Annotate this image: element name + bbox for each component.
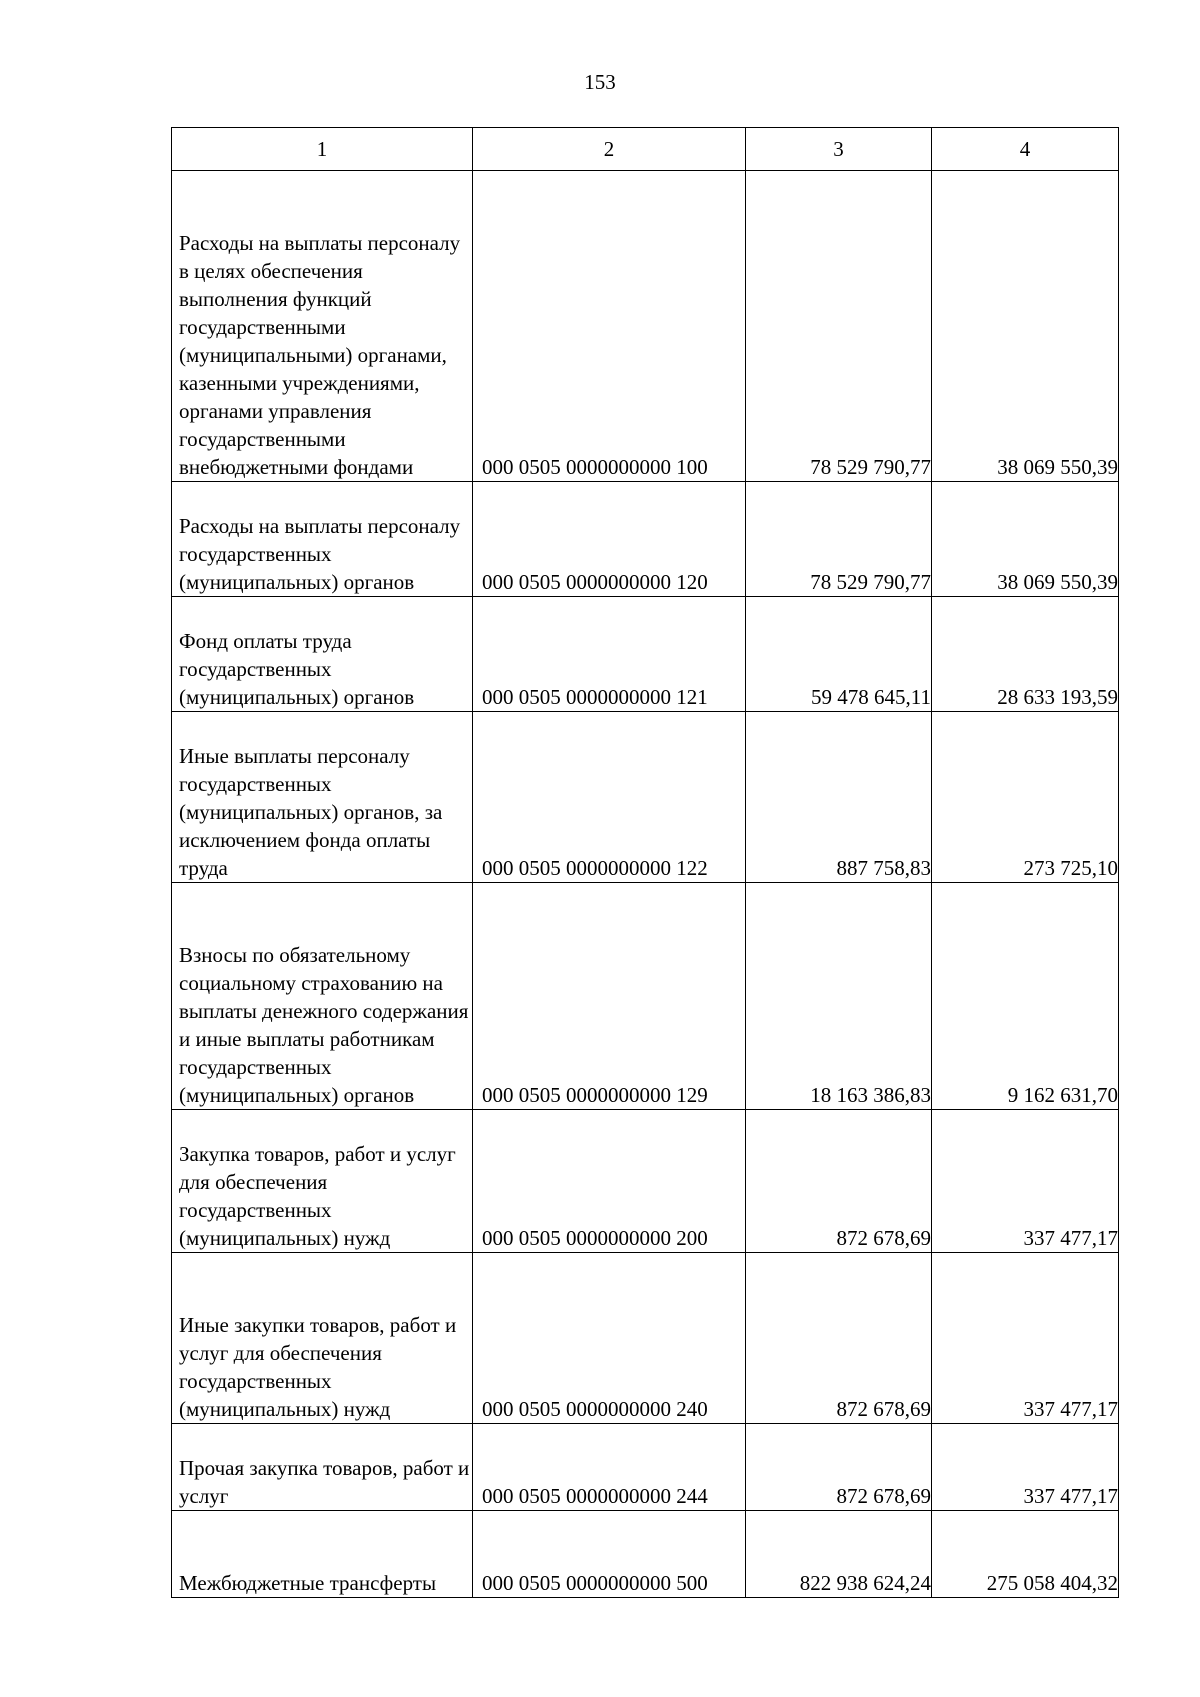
row-value-col4: 273 725,10 (932, 712, 1119, 883)
row-value-col3: 872 678,69 (746, 1110, 932, 1253)
row-name-cell (172, 482, 473, 597)
row-name: Прочая закупка товаров, работ и услуг (179, 1456, 470, 1508)
column-header-4: 4 (932, 128, 1119, 171)
row-name-cell (172, 1110, 473, 1253)
row-code: 000 0505 0000000000 240 (473, 1253, 746, 1424)
row-name-cell (172, 1253, 473, 1424)
row-value-col3: 872 678,69 (746, 1424, 932, 1511)
row-code: 000 0505 0000000000 120 (473, 482, 746, 597)
row-name-cell (172, 883, 473, 1110)
row-name-cell (172, 1424, 473, 1511)
page-number: 153 (584, 70, 616, 94)
table-row (172, 1511, 1119, 1598)
row-code: 000 0505 0000000000 129 (473, 883, 746, 1110)
row-code: 000 0505 0000000000 121 (473, 597, 746, 712)
table-header-row (172, 128, 1119, 171)
row-code: 000 0505 0000000000 100 (473, 171, 746, 482)
row-name-cell (172, 712, 473, 883)
row-name: Взносы по обязательному социальному страхованию на выплаты денежного содержания и иные выплаты работникам государственных (муниципальных) органов (179, 943, 469, 1107)
row-value-col4: 337 477,17 (932, 1424, 1119, 1511)
row-name-cell (172, 171, 473, 482)
row-value-col4: 38 069 550,39 (932, 171, 1119, 482)
row-code: 000 0505 0000000000 244 (473, 1424, 746, 1511)
row-name-cell (172, 597, 473, 712)
table-row (172, 883, 1119, 1110)
row-name: Расходы на выплаты персоналу в целях обеспечения выполнения функций государственными (муниципальными) органами, казенными учреждениями, органами управления государственными внебюджетными фондами (179, 231, 461, 479)
table-row (172, 482, 1119, 597)
row-code: 000 0505 0000000000 122 (473, 712, 746, 883)
row-name: Иные закупки товаров, работ и услуг для обеспечения государственных (муниципальных) нужд (179, 1313, 457, 1421)
table-row (172, 171, 1119, 482)
expenditure-table (171, 127, 1119, 1598)
table-row (172, 597, 1119, 712)
row-value-col3: 18 163 386,83 (746, 883, 932, 1110)
row-value-col4: 337 477,17 (932, 1253, 1119, 1424)
row-name: Межбюджетные трансферты (179, 1571, 437, 1595)
row-value-col3: 887 758,83 (746, 712, 932, 883)
row-value-col3: 78 529 790,77 (746, 171, 932, 482)
row-value-col4: 28 633 193,59 (932, 597, 1119, 712)
row-value-col3: 822 938 624,24 (746, 1511, 932, 1598)
table-row (172, 712, 1119, 883)
row-value-col3: 78 529 790,77 (746, 482, 932, 597)
row-value-col4: 9 162 631,70 (932, 883, 1119, 1110)
row-value-col4: 38 069 550,39 (932, 482, 1119, 597)
row-name: Фонд оплаты труда государственных (муниципальных) органов (179, 629, 415, 709)
row-name: Закупка товаров, работ и услуг для обеспечения государственных (муниципальных) нужд (179, 1142, 456, 1250)
row-value-col3: 59 478 645,11 (746, 597, 932, 712)
column-header-2: 2 (473, 128, 746, 171)
row-name: Иные выплаты персоналу государственных (муниципальных) органов, за исключением фонда оплаты труда (179, 744, 443, 880)
row-name: Расходы на выплаты персоналу государственных (муниципальных) органов (179, 514, 461, 594)
row-value-col3: 872 678,69 (746, 1253, 932, 1424)
row-code: 000 0505 0000000000 200 (473, 1110, 746, 1253)
row-value-col4: 337 477,17 (932, 1110, 1119, 1253)
table-row (172, 1253, 1119, 1424)
table-row (172, 1110, 1119, 1253)
column-header-1: 1 (172, 128, 473, 171)
table-row (172, 1424, 1119, 1511)
row-value-col4: 275 058 404,32 (932, 1511, 1119, 1598)
row-name-cell (172, 1511, 473, 1598)
row-code: 000 0505 0000000000 500 (473, 1511, 746, 1598)
column-header-3: 3 (746, 128, 932, 171)
